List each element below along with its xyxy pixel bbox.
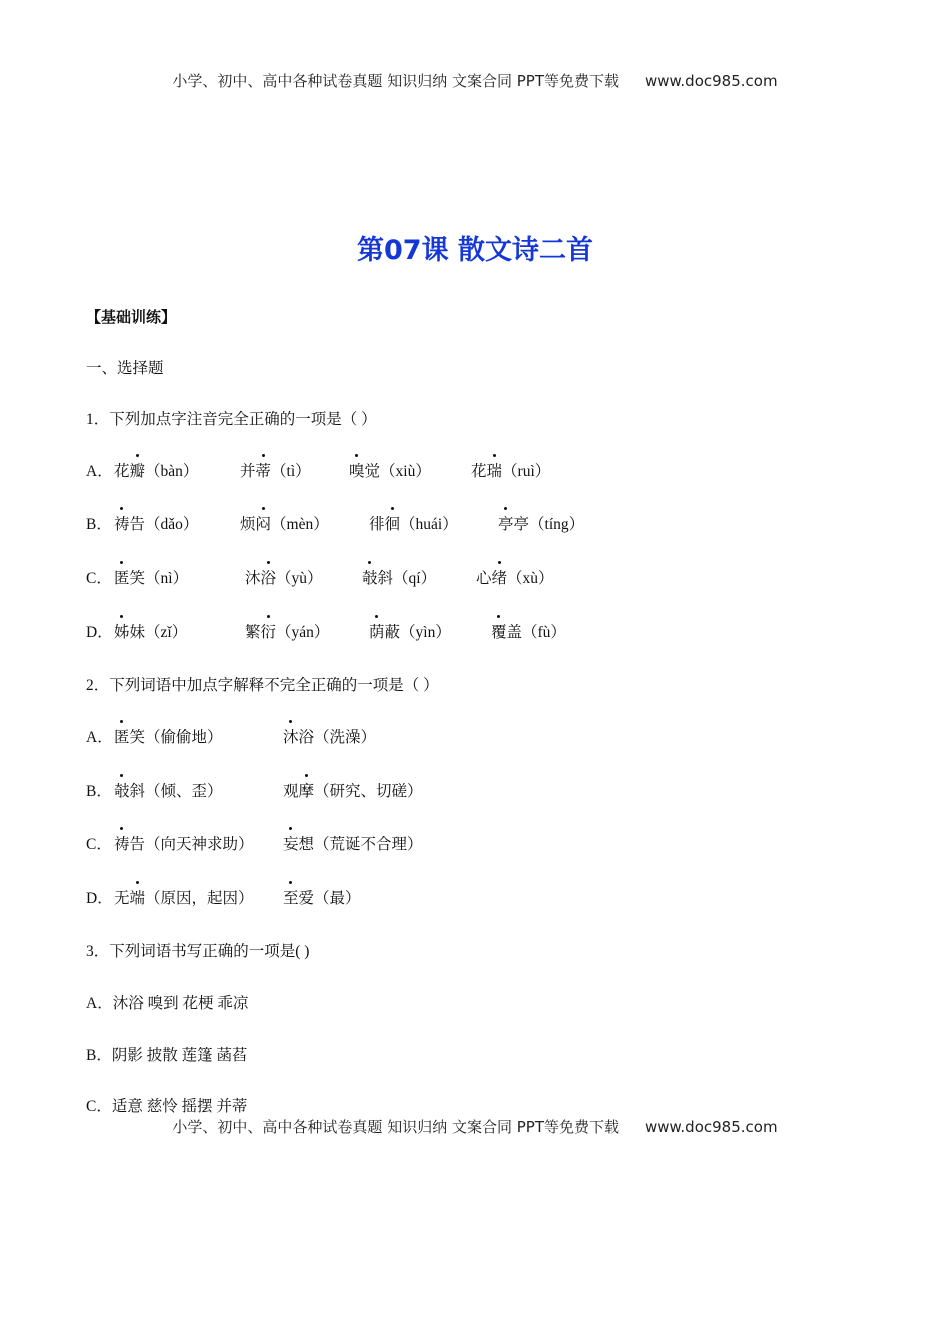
q2-b-item-1: 攲斜（倾、歪） <box>114 779 223 801</box>
header-site: www.doc985.com <box>644 72 778 90</box>
q3-option-b: B．阴影 披散 莲篷 菡萏 <box>86 1047 248 1064</box>
emphasis-dot-char: 端 <box>130 886 146 908</box>
q1-c-item-4: 心绪（xù） <box>476 566 554 588</box>
q1-a-item-2: 并蒂（tì） <box>240 459 311 481</box>
lesson-title: 第07课 散文诗二首 <box>357 235 593 266</box>
q1-a-item-4: 花瑞（ruì） <box>471 459 550 481</box>
emphasis-dot-char: 浴 <box>261 566 277 588</box>
q2-d-item-1: 无端（原因，起因） <box>114 886 254 908</box>
q1-b-item-2: 烦闷（mèn） <box>240 512 329 534</box>
emphasis-dot-char: 妄 <box>283 832 299 854</box>
emphasis-dot-char: 祷 <box>114 832 130 854</box>
section-heading: 【基础训练】 <box>86 308 177 326</box>
q1-c-item-2: 沐浴（yù） <box>245 566 323 588</box>
emphasis-dot-char: 徊 <box>385 512 401 534</box>
q1-b-item-1: 祷告（dǎo） <box>114 512 198 534</box>
header-text: 小学、初中、高中各种试卷真题 知识归纳 文案合同 PPT等免费下载 <box>172 72 619 90</box>
option-label: B． <box>86 783 112 800</box>
q3-option-a: A．沐浴 嗅到 花梗 乖凉 <box>86 995 249 1012</box>
q2-a-item-2: 沐浴（洗澡） <box>283 725 376 747</box>
q1-b-item-4: 亭亭（tíng） <box>498 512 584 534</box>
emphasis-dot-char: 攲 <box>362 566 378 588</box>
q1-stem: 1．下列加点字注音完全正确的一项是（ ） <box>86 411 377 428</box>
option-label: C． <box>86 836 112 853</box>
option-label: B． <box>86 516 112 533</box>
q1-d-item-2: 繁衍（yán） <box>245 620 329 642</box>
emphasis-dot-char: 祷 <box>114 512 130 534</box>
q1-d-item-1: 姊妹（zǐ） <box>114 620 187 642</box>
emphasis-dot-char: 衍 <box>261 620 277 642</box>
page-footer <box>0 1116 950 1137</box>
part-heading: 一、选择题 <box>86 360 164 377</box>
option-label: A． <box>86 463 113 480</box>
emphasis-dot-char: 蒂 <box>256 459 272 481</box>
q1-d-item-4: 覆盖（fù） <box>491 620 566 642</box>
q1-a-item-3: 嗅觉（xiù） <box>349 459 431 481</box>
q1-c-item-1: 匿笑（nì） <box>114 566 188 588</box>
footer-site: www.doc985.com <box>644 1118 778 1136</box>
emphasis-dot-char: 沐 <box>283 725 299 747</box>
footer-text: 小学、初中、高中各种试卷真题 知识归纳 文案合同 PPT等免费下载 <box>172 1118 619 1136</box>
q2-stem: 2．下列词语中加点字解释不完全正确的一项是（ ） <box>86 677 439 694</box>
option-label: D． <box>86 890 113 907</box>
option-label: D． <box>86 624 113 641</box>
q1-b-item-3: 徘徊（huái） <box>369 512 458 534</box>
emphasis-dot-char: 摩 <box>299 779 315 801</box>
q2-d-item-2: 至爱（最） <box>283 886 361 908</box>
emphasis-dot-char: 至 <box>283 886 299 908</box>
q2-c-item-2: 妄想（荒诞不合理） <box>283 832 423 854</box>
q2-b-item-2: 观摩（研究、切磋） <box>283 779 423 801</box>
emphasis-dot-char: 嗅 <box>349 459 365 481</box>
emphasis-dot-char: 匿 <box>114 566 130 588</box>
emphasis-dot-char: 姊 <box>114 620 130 642</box>
option-label: C． <box>86 570 112 587</box>
q2-a-item-1: 匿笑（偷偷地） <box>114 725 223 747</box>
emphasis-dot-char: 攲 <box>114 779 130 801</box>
page-header <box>0 70 950 91</box>
emphasis-dot-char: 亭 <box>498 512 514 534</box>
option-label: A． <box>86 729 113 746</box>
q1-a-item-1: 花瓣（bàn） <box>114 459 198 481</box>
q1-d-item-3: 荫蔽（yìn） <box>369 620 451 642</box>
q3-option-c: C．适意 慈怜 摇摆 并蒂 <box>86 1098 248 1115</box>
emphasis-dot-char: 覆 <box>491 620 507 642</box>
q2-c-item-1: 祷告（向天神求助） <box>114 832 254 854</box>
emphasis-dot-char: 荫 <box>369 620 385 642</box>
emphasis-dot-char: 闷 <box>256 512 272 534</box>
emphasis-dot-char: 瑞 <box>487 459 503 481</box>
q1-c-item-3: 攲斜（qí） <box>362 566 436 588</box>
emphasis-dot-char: 匿 <box>114 725 130 747</box>
q3-stem: 3．下列词语书写正确的一项是( ) <box>86 943 310 960</box>
emphasis-dot-char: 瓣 <box>130 459 146 481</box>
emphasis-dot-char: 绪 <box>492 566 508 588</box>
